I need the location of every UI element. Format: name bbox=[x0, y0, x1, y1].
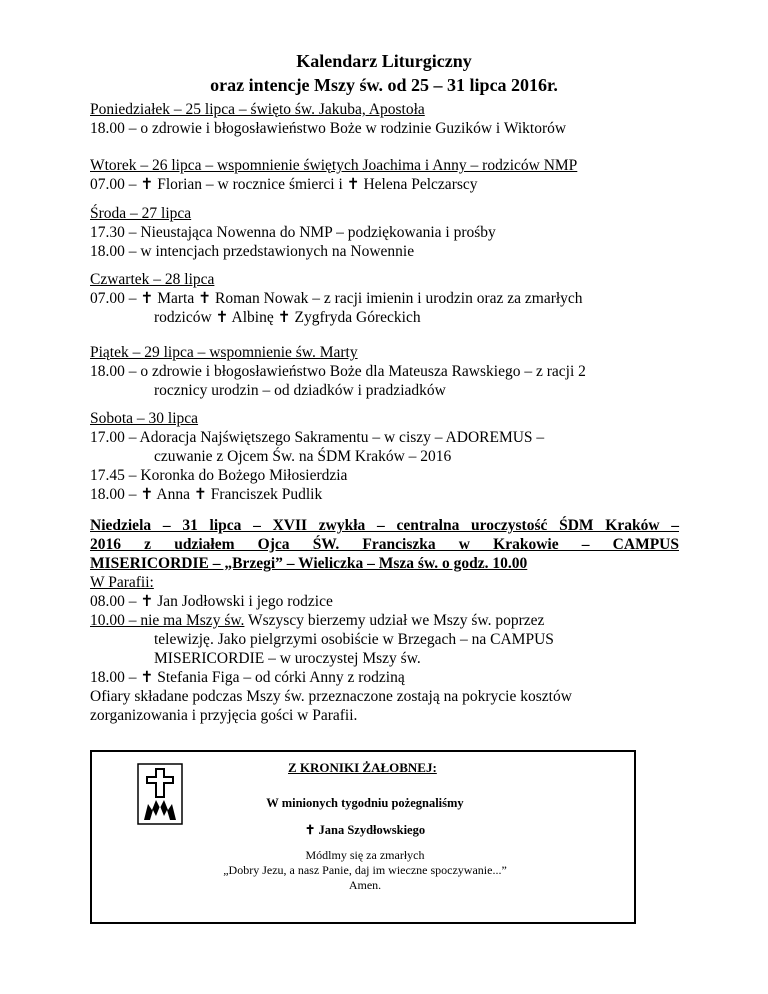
day-heading: Poniedziałek – 25 lipca – święto św. Jakuba, Apostoła bbox=[90, 101, 425, 118]
mass-intention: 18.00 – ✝ Stefania Figa – od córki Anny z rodziną bbox=[90, 669, 405, 686]
sunday-heading-line: MISERICORDIE – „Brzegi” – Wieliczka – Msza św. o godz. 10.00 bbox=[90, 555, 528, 572]
day-heading bbox=[90, 516, 679, 573]
funeral-chronicle-box bbox=[90, 750, 636, 924]
day-monday bbox=[90, 100, 690, 138]
mass-note-rest: Wszyscy bierzemy udział we Mszy św. poprzez bbox=[244, 612, 545, 629]
page-title: Kalendarz Liturgiczny bbox=[296, 51, 472, 71]
mass-intention: 18.00 – o zdrowie i błogosławieństwo Boże dla Mateusza Rawskiego – z racji 2 bbox=[90, 363, 586, 380]
day-thursday bbox=[90, 270, 690, 327]
mass-intention-continuation: czuwanie z Ojcem Św. na ŚDM Kraków – 2016 bbox=[154, 448, 452, 465]
mass-intention: 17.45 – Koronka do Bożego Miłosierdzia bbox=[90, 467, 348, 484]
mass-intention-continuation: MISERICORDIE – w uroczystej Mszy św. bbox=[154, 650, 421, 667]
mass-intention-continuation: telewizję. Jako pielgrzymi osobiście w Brzegach – na CAMPUS bbox=[154, 631, 554, 648]
sunday-heading-line: 2016 z udziałem Ojca ŚW. Franciszka w Krakowie – CAMPUS bbox=[90, 536, 679, 553]
page-subtitle: oraz intencje Mszy św. od 25 – 31 lipca 2016r. bbox=[210, 75, 558, 95]
day-heading: Czwartek – 28 lipca bbox=[90, 271, 215, 288]
mass-intention-continuation: rocznicy urodzin – od dziadków i pradziadków bbox=[154, 382, 446, 399]
offerings-note: zorganizowania i przyjęcia gości w Parafii. bbox=[90, 707, 358, 724]
day-heading: Sobota – 30 lipca bbox=[90, 410, 199, 427]
day-sunday bbox=[90, 516, 690, 725]
chronicle-title: Z KRONIKI ŻAŁOBNEJ: bbox=[288, 760, 437, 775]
mass-intention: 07.00 – ✝ Marta ✝ Roman Nowak – z racji imienin i urodzin oraz za zmarłych bbox=[90, 290, 583, 307]
mass-intention bbox=[90, 611, 690, 630]
day-heading: Środa – 27 lipca bbox=[90, 205, 192, 222]
prayer-line: Amen. bbox=[348, 878, 382, 892]
mass-intention: 18.00 – w intencjach przedstawionych na Nowennie bbox=[90, 243, 415, 260]
mass-intention: 07.00 – ✝ Florian – w rocznice śmierci i ✝ Helena Pelczarscy bbox=[90, 176, 478, 193]
mass-intention: 18.00 – o zdrowie i błogosławieństwo Boże w rodzinie Guzików i Wiktorów bbox=[90, 120, 567, 137]
mass-intention: 17.30 – Nieustająca Nowenna do NMP – podziękowania i prośby bbox=[90, 224, 496, 241]
cross-candles-icon bbox=[136, 762, 184, 826]
prayer-line: Módlmy się za zmarłych bbox=[305, 848, 425, 862]
sunday-heading-line: Niedziela – 31 lipca – XVII zwykła – centralna uroczystość ŚDM Kraków – bbox=[90, 517, 679, 534]
mass-intention: 08.00 – ✝ Jan Jodłowski i jego rodzice bbox=[90, 593, 333, 610]
day-saturday bbox=[90, 409, 690, 504]
mass-intention-continuation: rodziców ✝ Albinę ✝ Zygfryda Góreckich bbox=[154, 309, 421, 326]
day-heading: Wtorek – 26 lipca – wspomnienie świętych Joachima i Anny – rodziców NMP bbox=[90, 157, 578, 174]
parish-label: W Parafii: bbox=[90, 574, 154, 591]
day-friday bbox=[90, 343, 690, 400]
no-mass-note: 10.00 – nie ma Mszy św. bbox=[90, 612, 245, 629]
day-tuesday bbox=[90, 156, 690, 194]
day-heading: Piątek – 29 lipca – wspomnienie św. Marty bbox=[90, 344, 358, 361]
offerings-note: Ofiary składane podczas Mszy św. przeznaczone zostają na pokrycie kosztów bbox=[90, 688, 572, 705]
deceased-name: ✝ Jana Szydłowskiego bbox=[304, 823, 426, 837]
mass-intention: 18.00 – ✝ Anna ✝ Franciszek Pudlik bbox=[90, 486, 323, 503]
prayer-line: „Dobry Jezu, a nasz Panie, daj im wieczne spoczywanie...” bbox=[223, 863, 507, 877]
chronicle-subtitle: W minionych tygodniu pożegnaliśmy bbox=[266, 796, 464, 810]
day-wednesday bbox=[90, 204, 690, 261]
mass-intention: 17.00 – Adoracja Najświętszego Sakramentu – w ciszy – ADOREMUS – bbox=[90, 429, 545, 446]
